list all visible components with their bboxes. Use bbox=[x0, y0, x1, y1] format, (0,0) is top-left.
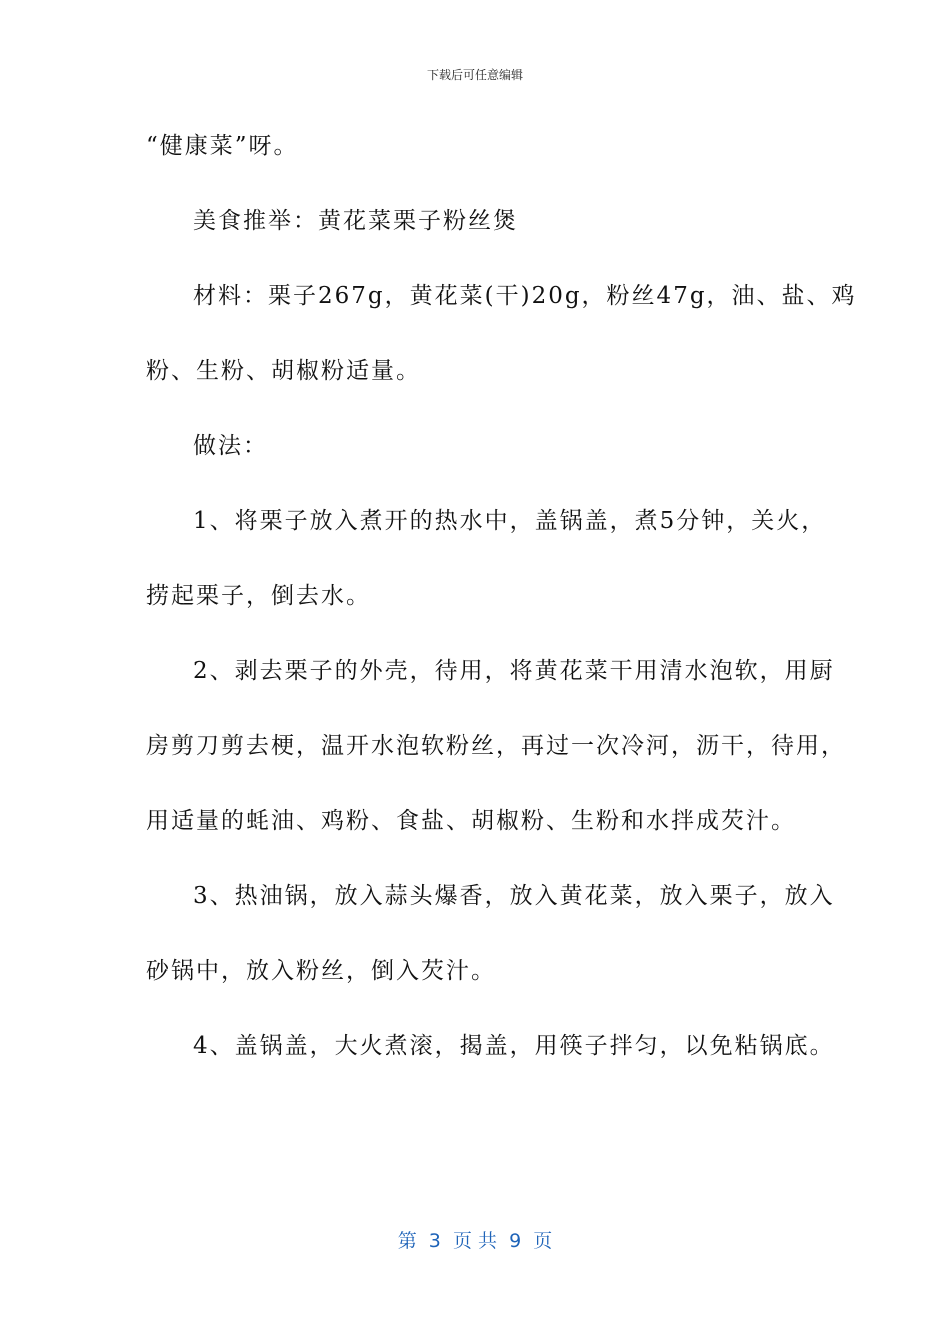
step-2-line-cont: 房剪刀剪去梗，温开水泡软粉丝，再过一次冷河，沥干，待用， bbox=[146, 733, 846, 759]
ingredients-line: 材料：栗子267g，黄花菜(干)20g，粉丝47g，油、盐、鸡 bbox=[193, 283, 857, 309]
body-line: “健康菜”呀。 bbox=[146, 133, 299, 159]
step-4-line: 4、盖锅盖，大火煮滚，揭盖，用筷子拌匀，以免粘锅底。 bbox=[193, 1033, 835, 1059]
page-number: 第 3 页 共 9 页 bbox=[397, 1230, 553, 1252]
ingredients-line-cont: 粉、生粉、胡椒粉适量。 bbox=[146, 358, 421, 384]
step-3-line: 3、热油锅，放入蒜头爆香，放入黄花菜，放入栗子，放入 bbox=[193, 883, 835, 909]
header-note: 下载后可任意编辑 bbox=[426, 68, 523, 82]
step-2-line: 2、剥去栗子的外壳，待用，将黄花菜干用清水泡软，用厨 bbox=[193, 658, 835, 684]
step-2-line-cont: 用适量的蚝油、鸡粉、食盐、胡椒粉、生粉和水拌成芡汁。 bbox=[146, 808, 796, 834]
recommendation-heading: 美食推举：黄花菜栗子粉丝煲 bbox=[193, 208, 518, 234]
step-1-line: 1、将栗子放入煮开的热水中，盖锅盖，煮5分钟，关火， bbox=[193, 508, 827, 534]
method-heading: 做法： bbox=[193, 433, 268, 459]
document-body bbox=[146, 128, 857, 1103]
step-3-line-cont: 砂锅中，放入粉丝，倒入芡汁。 bbox=[146, 958, 496, 984]
step-1-line-cont: 捞起栗子，倒去水。 bbox=[146, 583, 371, 609]
